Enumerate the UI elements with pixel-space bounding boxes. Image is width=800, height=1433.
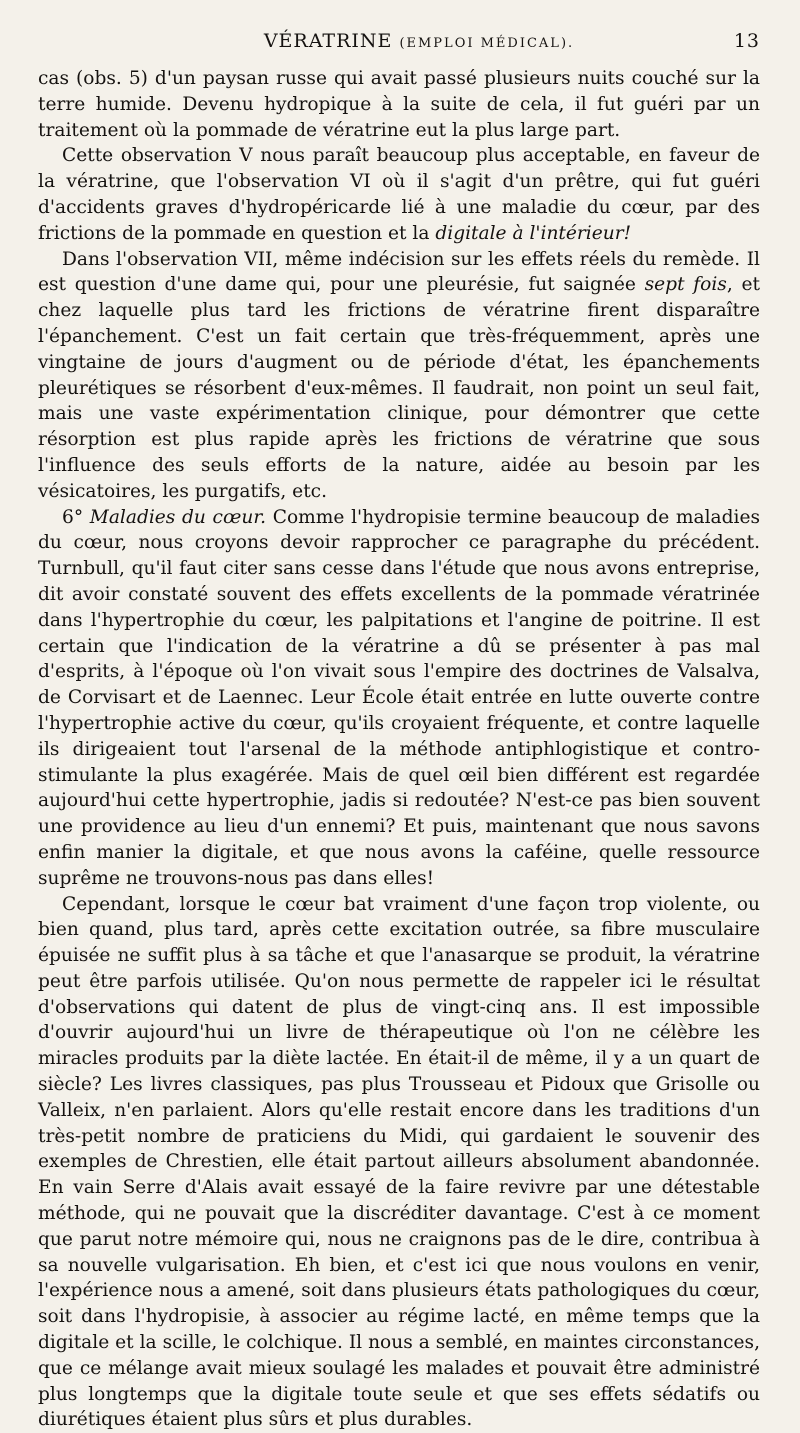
paragraph xyxy=(38,892,760,1433)
text-run: cas (obs. 5) d'un paysan russe qui avait passé plusieurs nuits couché sur la terre humide. Devenu hydropique à la suite de cela, il fut guéri par un traitement où la pommade de vératrine eut la plus large part. xyxy=(38,68,760,141)
page-body-text xyxy=(38,66,760,1433)
text-run: , et chez laquelle plus tard les frictions de vératrine firent disparaître l'épanchement. C'est un fait certain que très-fréquemment, après une vingtaine de jours d'augment ou de période d'état, les épanchements pleurétiques se résorbent d'eux-mêmes. Il faudrait, non point un seul fait, mais une vaste expérimentation clinique, pour démontrer que cette résorption est plus rapide après les frictions de vératrine que sous l'influence des seuls efforts de la nature, aidée au besoin par les vésicatoires, les purgatifs, etc. xyxy=(38,274,760,501)
paragraph xyxy=(38,66,760,143)
running-title-sub: (EMPLOI MÉDICAL). xyxy=(399,36,574,51)
page-number: 13 xyxy=(734,30,760,52)
italic-text: Maladies du cœur. xyxy=(90,507,266,528)
running-header xyxy=(38,30,760,58)
paragraph xyxy=(38,505,760,892)
running-title-main: VÉRATRINE xyxy=(264,30,393,52)
text-run: Cependant, lorsque le cœur bat vraiment d'une façon trop violente, ou bien quand, plus tard, après cette excitation outrée, sa fibre musculaire épuisée ne suffit plus à sa tâche et que l'anasarque se produit, la vératrine peut être parfois utilisée. Qu'on nous permette de rappeler ici le résultat d'observations qui datent de plus de vingt-cinq ans. Il est impossible d'ouvrir aujourd'hui un livre de thérapeutique où l'on ne célèbre les miracles produits par la diète lactée. En était-il de même, il y a un quart de siècle? Les livres classiques, pas plus Trousseau et Pidoux que Grisolle ou Valleix, n'en parlaient. Alors qu'elle restait encore dans les traditions d'un très-petit nombre de praticiens du Midi, qui gardaient le souvenir des exemples de Chrestien, elle était partout ailleurs absolument abandonnée. En vain Serre d'Alais avait essayé de la faire revivre par une détestable méthode, qui ne pouvait que la discréditer davantage. C'est à ce moment que parut notre mémoire qui, nous ne craignons pas de le dire, contribua à sa nouvelle vulgarisation. Eh bien, et c'est ici que nous voulons en venir, l'expérience nous a amené, soit dans plusieurs états pathologiques du cœur, soit dans l'hydropisie, à associer au régime lacté, en même temps que la digitale et la scille, le colchique. Il nous a semblé, en maintes circonstances, que ce mélange avait mieux soulagé les malades et pouvait être administré plus longtemps que la digitale toute seule et que ses effets sédatifs ou diurétiques étaient plus sûrs et plus durables. xyxy=(38,894,760,1431)
text-run: Cette observation V nous paraît beaucoup plus acceptable, en faveur de la vératrine, que l'observation VI où il s'agit d'un prêtre, qui fut guéri d'accidents graves d'hydropéricarde lié à une maladie du cœur, par des frictions de la pommade en question et la xyxy=(38,145,760,243)
running-title xyxy=(264,30,574,52)
italic-text: sept fois xyxy=(645,274,727,295)
paragraph xyxy=(38,247,760,505)
italic-text: digitale à l'intérieur! xyxy=(435,223,631,244)
text-run: Dans l'observation VII, même indécision sur les effets réels du remède. Il est question d'une dame qui, pour une pleurésie, fut saignée xyxy=(38,249,760,296)
text-run: Comme l'hydropisie termine beaucoup de maladies du cœur, nous croyons devoir rapprocher ce paragraphe du précédent. Turnbull, qu'il faut citer sans cesse dans l'étude que nous avons entreprise, dit avoir constaté souvent des effets excellents de la pommade vératrinée dans l'hypertrophie du cœur, les palpitations et l'angine de poitrine. Il est certain que l'indication de la vératrine a dû se présenter à pas mal d'esprits, à l'époque où l'on vivait sous l'empire des doctrines de Valsalva, de Corvisart et de Laennec. Leur École était entrée en lutte ouverte contre l'hypertrophie active du cœur, qu'ils croyaient fréquente, et contre laquelle ils dirigeaient tout l'arsenal de la méthode antiphlogistique et contro-stimulante la plus exagérée. Mais de quel œil bien différent est regardée aujourd'hui cette hypertrophie, jadis si redoutée? N'est-ce pas bien souvent une providence au lieu d'un ennemi? Et puis, maintenant que nous savons enfin manier la digitale, et que nous avons la caféine, quelle ressource suprême ne trouvons-nous pas dans elles! xyxy=(38,507,760,889)
paragraph xyxy=(38,143,760,246)
text-run: 6° xyxy=(62,507,90,528)
